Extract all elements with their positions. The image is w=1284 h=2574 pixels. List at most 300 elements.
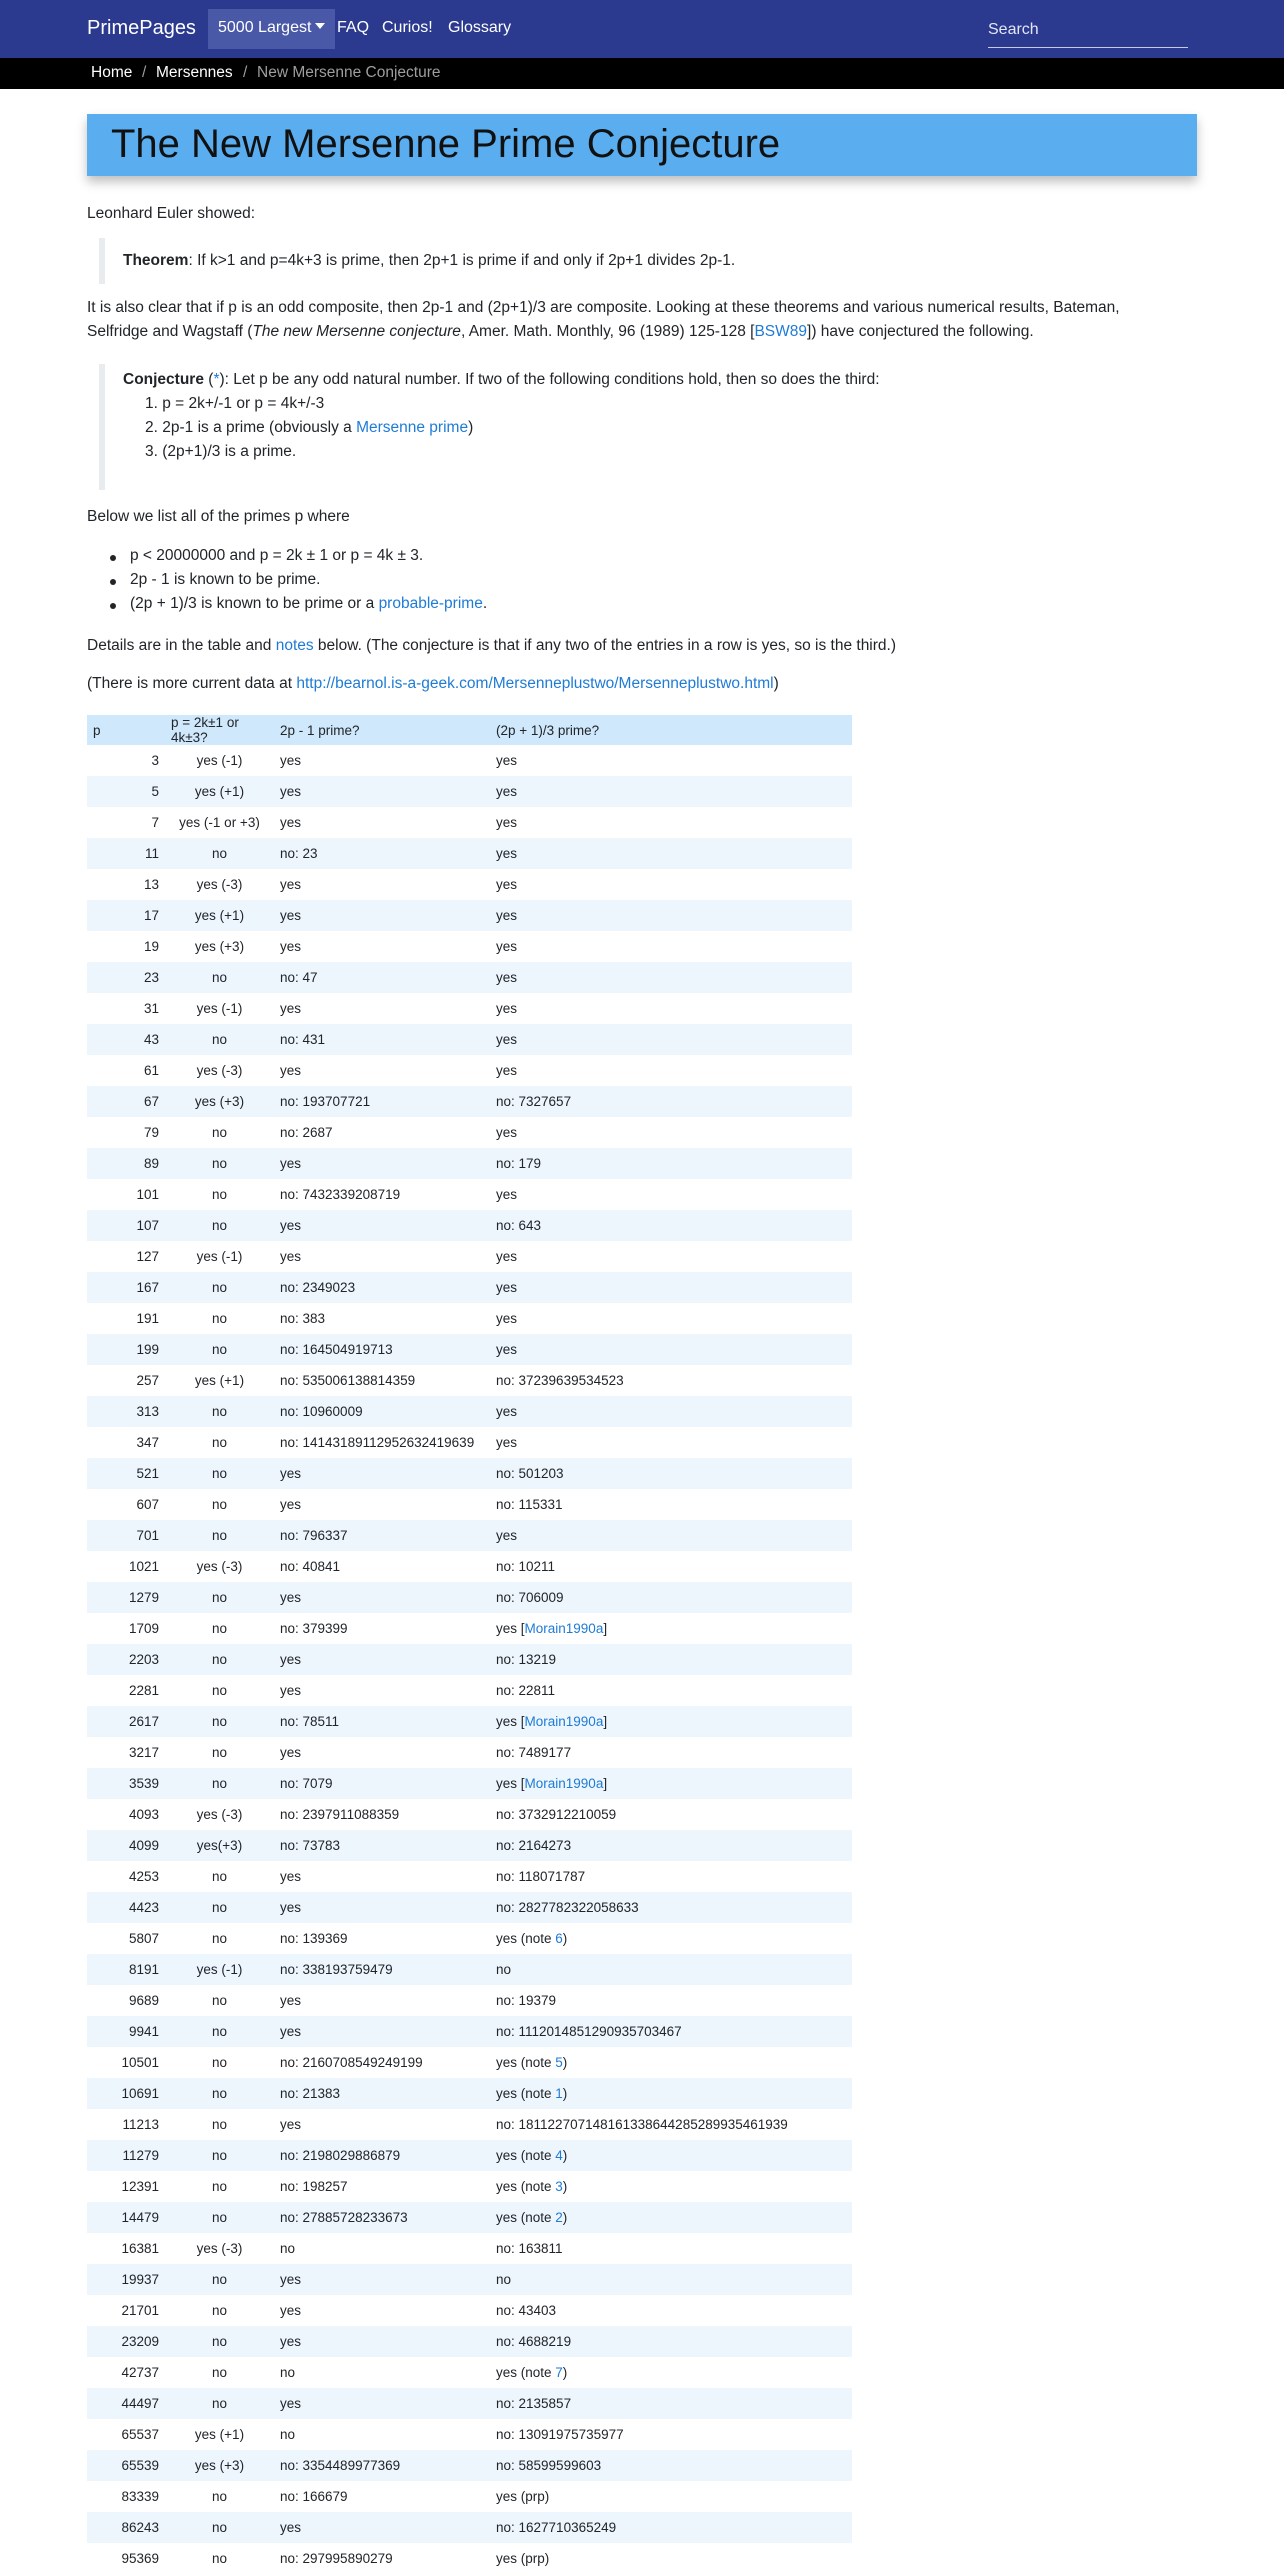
cell-mersenne: no: 198257 xyxy=(280,2179,348,2194)
cell-wagstaff: yes xyxy=(490,900,852,931)
cell-p: 167 xyxy=(87,1272,165,1303)
note-link[interactable]: 1 xyxy=(555,2086,563,2101)
cell-p: 42737 xyxy=(121,2365,159,2380)
cell-p: 44497 xyxy=(87,2388,165,2419)
caret-down-icon xyxy=(315,23,325,29)
cell-mersenne: no: 23 xyxy=(274,838,490,869)
cell-form: yes (+1) xyxy=(165,776,274,807)
conjecture-item-text: (2p+1)/3 is a prime. xyxy=(162,443,297,460)
cell-form: no xyxy=(211,2303,228,2318)
cell-text: yes [ xyxy=(496,1714,525,1729)
cell-wagstaff: yes xyxy=(496,939,518,954)
cell-wagstaff: no: 2135857 xyxy=(490,2388,852,2419)
primes-table xyxy=(87,715,852,2574)
cell-p: 5807 xyxy=(128,1931,159,1946)
cell-form: no xyxy=(165,1768,274,1799)
cell-wagstaff: no: 13219 xyxy=(490,1644,852,1675)
table-row xyxy=(87,2171,852,2202)
cell-p: 521 xyxy=(87,1458,165,1489)
cell-mersenne: yes xyxy=(274,1644,490,1675)
table-row xyxy=(87,1613,852,1644)
cell-mersenne: yes xyxy=(274,2264,490,2295)
cell-text: yes (note xyxy=(496,1931,556,1946)
cell-form: no xyxy=(211,1311,228,1326)
cell-wagstaff: no: 19379 xyxy=(496,1993,557,2008)
cell-p: 107 xyxy=(87,1210,165,1241)
cell-wagstaff: no: 501203 xyxy=(490,1458,852,1489)
cell-mersenne: no xyxy=(280,2427,296,2442)
table-row xyxy=(87,1799,852,1830)
table-row xyxy=(87,2419,852,2450)
cell-p: 191 xyxy=(136,1311,159,1326)
cell-form: no xyxy=(211,2489,228,2504)
table-row xyxy=(87,1768,852,1799)
cell-text: yes (note xyxy=(496,2365,556,2380)
cell-mersenne: yes xyxy=(274,776,490,807)
cell-form: yes (+1) xyxy=(194,1373,245,1388)
cell-p: 3 xyxy=(151,753,159,768)
cell-p: 1279 xyxy=(87,1582,165,1613)
text-segment: (There is more current data at xyxy=(87,675,297,692)
cell-mersenne: yes xyxy=(274,2512,490,2543)
note-link[interactable]: Morain1990a xyxy=(524,1714,604,1729)
cell-mersenne: yes xyxy=(274,1892,490,1923)
current-data-text xyxy=(87,675,779,693)
cell-p: 2203 xyxy=(87,1644,165,1675)
cell-p: 347 xyxy=(136,1435,159,1450)
cell-form: no xyxy=(165,1396,274,1427)
list-item-text: p < 20000000 and p = 2k ± 1 or p = 4k ± 3. xyxy=(130,547,424,564)
cell-wagstaff: yes xyxy=(496,815,518,830)
cell-text: yes [ xyxy=(496,1776,525,1791)
table-row xyxy=(87,1737,852,1768)
cell-mersenne: no: 431 xyxy=(274,1024,490,1055)
conjecture-label: Conjecture xyxy=(123,371,204,388)
conjecture-item-text: p = 2k+/-1 or p = 4k+/-3 xyxy=(162,395,325,412)
cell-wagstaff: yes xyxy=(490,1520,852,1551)
cell-form: no xyxy=(211,1125,228,1140)
conjecture-item-3: 3. (2p+1)/3 is a prime. xyxy=(145,443,297,460)
table-row xyxy=(87,1861,852,1892)
cell-form: yes (+3) xyxy=(194,939,245,954)
cell-mersenne: no: 2397911088359 xyxy=(280,1807,400,1822)
cell-wagstaff: yes xyxy=(496,1435,518,1450)
cell-form: no xyxy=(165,1334,274,1365)
conjecture-item-1: 1. p = 2k+/-1 or p = 4k+/-3 xyxy=(145,395,325,412)
cell-form: no xyxy=(165,2016,274,2047)
table-row xyxy=(87,1210,852,1241)
cell-mersenne: no: 73783 xyxy=(274,1830,490,1861)
cell-form: no xyxy=(211,2365,228,2380)
cell-form: yes (-3) xyxy=(196,877,243,892)
note-link[interactable]: 6 xyxy=(555,1931,563,1946)
table-row xyxy=(87,931,852,962)
cell-wagstaff xyxy=(490,2140,852,2171)
cell-form: no xyxy=(165,1644,274,1675)
table-row xyxy=(87,2078,852,2109)
cell-mersenne: no: 193707721 xyxy=(274,1086,490,1117)
cell-wagstaff xyxy=(490,2047,852,2078)
cell-p: 1709 xyxy=(128,1621,159,1636)
cell-mersenne: yes xyxy=(280,1249,302,1264)
title-banner xyxy=(87,114,1197,176)
cell-p: 43 xyxy=(87,1024,165,1055)
cell-wagstaff: no: 1112014851290935703467 xyxy=(490,2016,852,2047)
cell-wagstaff: yes xyxy=(490,1272,852,1303)
cell-form: yes (-1 or +3) xyxy=(179,815,260,830)
cell-p: 2281 xyxy=(128,1683,159,1698)
table-row xyxy=(87,1644,852,1675)
cell-p: 19937 xyxy=(87,2264,165,2295)
note-link[interactable]: 7 xyxy=(555,2365,563,2380)
cell-form: no xyxy=(165,2512,274,2543)
table-row xyxy=(87,962,852,993)
cell-text: ) xyxy=(562,2055,568,2070)
table-row xyxy=(87,1985,852,2016)
cell-text: ) xyxy=(562,2210,568,2225)
cell-wagstaff: yes xyxy=(490,1334,852,1365)
cell-mersenne: yes xyxy=(280,815,302,830)
cell-mersenne: yes xyxy=(280,1497,302,1512)
cell-mersenne: yes xyxy=(274,900,490,931)
column-header-wagstaff: (2p + 1)/3 prime? xyxy=(490,715,852,745)
table-row xyxy=(87,1179,852,1210)
cell-form: no xyxy=(211,1869,228,1884)
cell-text: ) xyxy=(562,2365,568,2380)
cell-form: no xyxy=(165,2140,274,2171)
cell-mersenne: yes xyxy=(274,1210,490,1241)
list-item xyxy=(130,571,487,595)
table-row xyxy=(87,2388,852,2419)
nav-glossary[interactable]: Glossary xyxy=(448,19,512,36)
cell-wagstaff: no: 118071787 xyxy=(496,1869,586,1884)
note-link[interactable]: 2 xyxy=(555,2210,563,2225)
cell-wagstaff: no: 2164273 xyxy=(490,1830,852,1861)
cell-form: no xyxy=(211,1931,228,1946)
cell-p: 17 xyxy=(87,900,165,931)
table-row xyxy=(87,2264,852,2295)
table-row xyxy=(87,1396,852,1427)
cell-mersenne: yes xyxy=(274,2388,490,2419)
table-header-row xyxy=(87,715,852,745)
note-link[interactable]: 4 xyxy=(555,2148,563,2163)
cell-wagstaff: yes xyxy=(490,1024,852,1055)
table-row xyxy=(87,807,852,838)
table-row xyxy=(87,1365,852,1396)
brand-link[interactable]: PrimePages xyxy=(87,17,196,39)
cell-mersenne: no: 2349023 xyxy=(274,1272,490,1303)
cell-mersenne: no: 47 xyxy=(274,962,490,993)
page-title: The New Mersenne Prime Conjecture xyxy=(111,122,781,166)
cell-p: 14479 xyxy=(87,2202,165,2233)
paragraph-line-2 xyxy=(87,323,1034,341)
note-link[interactable]: 5 xyxy=(555,2055,563,2070)
list-item-text: 2p - 1 is known to be prime. xyxy=(130,571,321,588)
cell-form: no xyxy=(165,1458,274,1489)
cell-p: 199 xyxy=(87,1334,165,1365)
cell-form: yes(+3) xyxy=(165,1830,274,1861)
cell-form: no xyxy=(165,1582,274,1613)
cell-mersenne: no: 796337 xyxy=(274,1520,490,1551)
cell-wagstaff: no: 7327657 xyxy=(490,1086,852,1117)
cell-p: 127 xyxy=(136,1249,159,1264)
cell-text: ) xyxy=(562,1931,568,1946)
cell-wagstaff: yes xyxy=(496,1249,518,1264)
details-text xyxy=(87,637,896,655)
cell-p: 23 xyxy=(87,962,165,993)
table-row xyxy=(87,2295,852,2326)
criteria-list xyxy=(130,547,487,619)
nav-faq[interactable]: FAQ xyxy=(337,19,370,36)
cell-wagstaff: yes xyxy=(496,877,518,892)
table-row xyxy=(87,2450,852,2481)
cell-text: yes (note xyxy=(496,2179,556,2194)
notes-link[interactable]: notes xyxy=(275,637,314,654)
mersenne-prime-link[interactable]: Mersenne prime xyxy=(356,419,469,436)
cell-wagstaff xyxy=(490,2171,852,2202)
cell-mersenne: no: 21383 xyxy=(274,2078,490,2109)
text-segment: ]) have conjectured the following. xyxy=(807,323,1034,340)
table-row xyxy=(87,776,852,807)
table-row xyxy=(87,2512,852,2543)
cell-mersenne: no: 40841 xyxy=(280,1559,341,1574)
text-segment: Details are in the table and xyxy=(87,637,276,654)
conjecture-ref-link[interactable]: * xyxy=(213,371,220,388)
table-row xyxy=(87,2202,852,2233)
table-row xyxy=(87,2233,852,2264)
cell-form: no xyxy=(211,1993,228,2008)
cell-mersenne: no: 297995890279 xyxy=(280,2551,393,2566)
cell-p: 313 xyxy=(87,1396,165,1427)
cell-mersenne: no: 78511 xyxy=(274,1706,490,1737)
conjecture: Conjecture (*): Let p be any odd natural number. If two of the following conditions hold, then so does the third: xyxy=(123,371,880,388)
cell-wagstaff: yes xyxy=(490,1396,852,1427)
cell-mersenne: no: 139369 xyxy=(280,1931,348,1946)
cell-mersenne: no: 383 xyxy=(280,1311,326,1326)
cell-mersenne: yes xyxy=(280,1993,302,2008)
cell-form: no xyxy=(165,1520,274,1551)
table-row xyxy=(87,1458,852,1489)
cell-form: no xyxy=(165,1210,274,1241)
cell-form: no xyxy=(165,2326,274,2357)
cell-p: 3217 xyxy=(128,1745,159,1760)
cell-wagstaff xyxy=(490,2202,852,2233)
cell-form: yes (+1) xyxy=(165,900,274,931)
cell-mersenne: yes xyxy=(274,1458,490,1489)
cell-mersenne: yes xyxy=(280,1745,302,1760)
table-row xyxy=(87,1148,852,1179)
cell-mersenne: no: 164504919713 xyxy=(274,1334,490,1365)
cell-form: no xyxy=(165,2202,274,2233)
cell-text: ) xyxy=(562,2086,568,2101)
cell-p: 3539 xyxy=(87,1768,165,1799)
cell-mersenne: yes xyxy=(280,1869,302,1884)
note-link[interactable]: Morain1990a xyxy=(524,1621,604,1636)
cell-p: 16381 xyxy=(121,2241,159,2256)
text-segment: Selfridge and Wagstaff ( xyxy=(87,323,253,340)
cell-wagstaff xyxy=(490,1613,852,1644)
list-item xyxy=(130,547,487,571)
bsw89-link[interactable]: BSW89 xyxy=(754,323,808,340)
cell-p: 79 xyxy=(143,1125,159,1140)
column-header-p: p xyxy=(87,715,165,745)
cell-mersenne: no: 166679 xyxy=(280,2489,348,2504)
table-row xyxy=(87,1892,852,1923)
cell-form: yes (-1) xyxy=(196,1249,243,1264)
cell-mersenne: no xyxy=(280,2241,296,2256)
cell-p: 607 xyxy=(136,1497,159,1512)
cell-wagstaff: no: 3732912210059 xyxy=(496,1807,617,1822)
cell-wagstaff: no: 22811 xyxy=(496,1683,556,1698)
table-row xyxy=(87,745,852,776)
table-row xyxy=(87,2326,852,2357)
cell-form: no xyxy=(211,1745,228,1760)
cell-form: yes (-1) xyxy=(196,753,243,768)
cell-form: yes (-3) xyxy=(196,2241,243,2256)
breadcrumb-home[interactable]: Home xyxy=(91,64,133,81)
cell-wagstaff: no: 2827782322058633 xyxy=(490,1892,852,1923)
cell-p: 4253 xyxy=(128,1869,159,1884)
cell-p: 13 xyxy=(143,877,159,892)
cell-p: 67 xyxy=(87,1086,165,1117)
cell-wagstaff: yes xyxy=(496,753,518,768)
cell-p: 65539 xyxy=(87,2450,165,2481)
cell-p: 5 xyxy=(87,776,165,807)
cell-form: no xyxy=(165,1892,274,1923)
breadcrumb-current: New Mersenne Conjecture xyxy=(257,64,441,81)
cell-wagstaff xyxy=(490,2357,852,2388)
cell-mersenne: no: 27885728233673 xyxy=(274,2202,490,2233)
cell-wagstaff: yes xyxy=(490,838,852,869)
cell-p: 1021 xyxy=(128,1559,159,1574)
cell-form: yes (-1) xyxy=(196,1001,243,1016)
cell-mersenne: yes xyxy=(274,1148,490,1179)
cell-mersenne: yes xyxy=(280,939,302,954)
cell-p: 19 xyxy=(143,939,159,954)
cell-wagstaff: no: 115331 xyxy=(496,1497,563,1512)
cell-p: 21701 xyxy=(121,2303,159,2318)
table-row xyxy=(87,1675,852,1706)
cell-p: 12391 xyxy=(121,2179,159,2194)
cell-wagstaff: yes (prp) xyxy=(496,2551,550,2566)
cell-form: no xyxy=(211,1435,228,1450)
cell-mersenne: no xyxy=(280,2365,296,2380)
table-row xyxy=(87,1334,852,1365)
table-row xyxy=(87,1303,852,1334)
cell-form: no xyxy=(165,2388,274,2419)
cell-wagstaff xyxy=(490,2078,852,2109)
cell-mersenne: yes xyxy=(280,2303,302,2318)
cell-p: 10691 xyxy=(87,2078,165,2109)
cell-wagstaff: no: 13091975735977 xyxy=(496,2427,624,2442)
cell-form: no xyxy=(211,1621,228,1636)
text-segment: below. (The conjecture is that if any two of the entries in a row is yes, so is the third.) xyxy=(313,637,897,654)
cell-text: yes (note xyxy=(496,2086,556,2101)
theorem-text: : If k>1 and p=4k+3 is prime, then 2p+1 is prime if and only if 2p+1 divides 2p-1. xyxy=(188,252,736,269)
cell-form: yes (+3) xyxy=(165,2450,274,2481)
cell-mersenne: yes xyxy=(280,1001,302,1016)
navbar xyxy=(0,0,1284,58)
cell-form: yes (+3) xyxy=(165,1086,274,1117)
table-row xyxy=(87,1272,852,1303)
probable-prime-link[interactable]: probable-prime xyxy=(378,595,483,612)
theorem-label: Theorem xyxy=(123,252,189,269)
conjecture-item-2: 2. 2p-1 is a prime (obviously a Mersenne prime) xyxy=(145,419,474,436)
table-row xyxy=(87,2140,852,2171)
cell-wagstaff: yes (prp) xyxy=(496,2489,550,2504)
cell-form: no xyxy=(165,1024,274,1055)
note-link[interactable]: Morain1990a xyxy=(524,1776,604,1791)
cell-p: 95369 xyxy=(121,2551,159,2566)
cell-p: 9941 xyxy=(87,2016,165,2047)
cell-form: no xyxy=(165,1272,274,1303)
nav-curios[interactable]: Curios! xyxy=(382,19,433,36)
note-link[interactable]: 3 xyxy=(555,2179,563,2194)
largest-dropdown-label: 5000 Largest xyxy=(218,19,312,36)
cell-form: no xyxy=(165,1706,274,1737)
cell-mersenne: no: 14143189112952632419639 xyxy=(280,1435,475,1450)
cell-mersenne: no: 3354489977369 xyxy=(274,2450,490,2481)
cell-form: no xyxy=(165,838,274,869)
table-row xyxy=(87,1055,852,1086)
largest-dropdown[interactable] xyxy=(208,9,335,49)
conjecture-item-text: 2p-1 is a prime (obviously a xyxy=(162,419,357,436)
cell-form: no xyxy=(211,2179,228,2194)
breadcrumb-mersennes[interactable]: Mersennes xyxy=(156,64,233,81)
cell-wagstaff: yes xyxy=(496,1001,518,1016)
cell-form: no xyxy=(165,1148,274,1179)
cell-wagstaff: yes xyxy=(496,1063,518,1078)
cell-wagstaff: yes xyxy=(490,776,852,807)
cell-text: ] xyxy=(603,1621,608,1636)
table-row xyxy=(87,1582,852,1613)
theorem-block-bar xyxy=(99,238,105,284)
cell-p: 2617 xyxy=(87,1706,165,1737)
table-row xyxy=(87,2109,852,2140)
cell-mersenne: no: 2198029886879 xyxy=(274,2140,490,2171)
table-row xyxy=(87,2481,852,2512)
cell-form: yes (-3) xyxy=(196,1559,243,1574)
cell-p: 8191 xyxy=(87,1954,165,1985)
cell-form: yes (-3) xyxy=(196,1063,243,1078)
cell-form: no xyxy=(165,2078,274,2109)
cell-form: no xyxy=(165,962,274,993)
table-row xyxy=(87,1086,852,1117)
search-input[interactable] xyxy=(988,16,1188,48)
cell-p: 701 xyxy=(87,1520,165,1551)
below-text: Below we list all of the primes p where xyxy=(87,508,350,525)
cell-wagstaff: no: 181122707148161338644285289935461939 xyxy=(496,2117,788,2132)
cell-wagstaff: yes xyxy=(496,1311,518,1326)
cell-form: yes (-3) xyxy=(196,1807,243,1822)
cell-text: ] xyxy=(603,1776,608,1791)
cell-wagstaff xyxy=(490,1923,852,1954)
table-row xyxy=(87,2047,852,2078)
cell-p: 11213 xyxy=(122,2117,159,2132)
cell-p: 7 xyxy=(151,815,159,830)
list-item: (2p + 1)/3 is known to be prime or a probable-prime. xyxy=(130,595,487,619)
table-row xyxy=(87,1551,852,1582)
cell-mersenne: no: 7079 xyxy=(274,1768,490,1799)
cell-wagstaff: no xyxy=(490,1954,852,1985)
cell-mersenne: yes xyxy=(280,1683,302,1698)
table-row xyxy=(87,1520,852,1551)
current-data-link[interactable]: http://bearnol.is-a-geek.com/Mersenneplustwo/Mersenneplustwo.html xyxy=(296,675,774,692)
column-header-mersenne: 2p - 1 prime? xyxy=(274,715,490,745)
cell-mersenne: yes xyxy=(280,753,302,768)
cell-wagstaff: no: 7489177 xyxy=(496,1745,572,1760)
table-row xyxy=(87,869,852,900)
